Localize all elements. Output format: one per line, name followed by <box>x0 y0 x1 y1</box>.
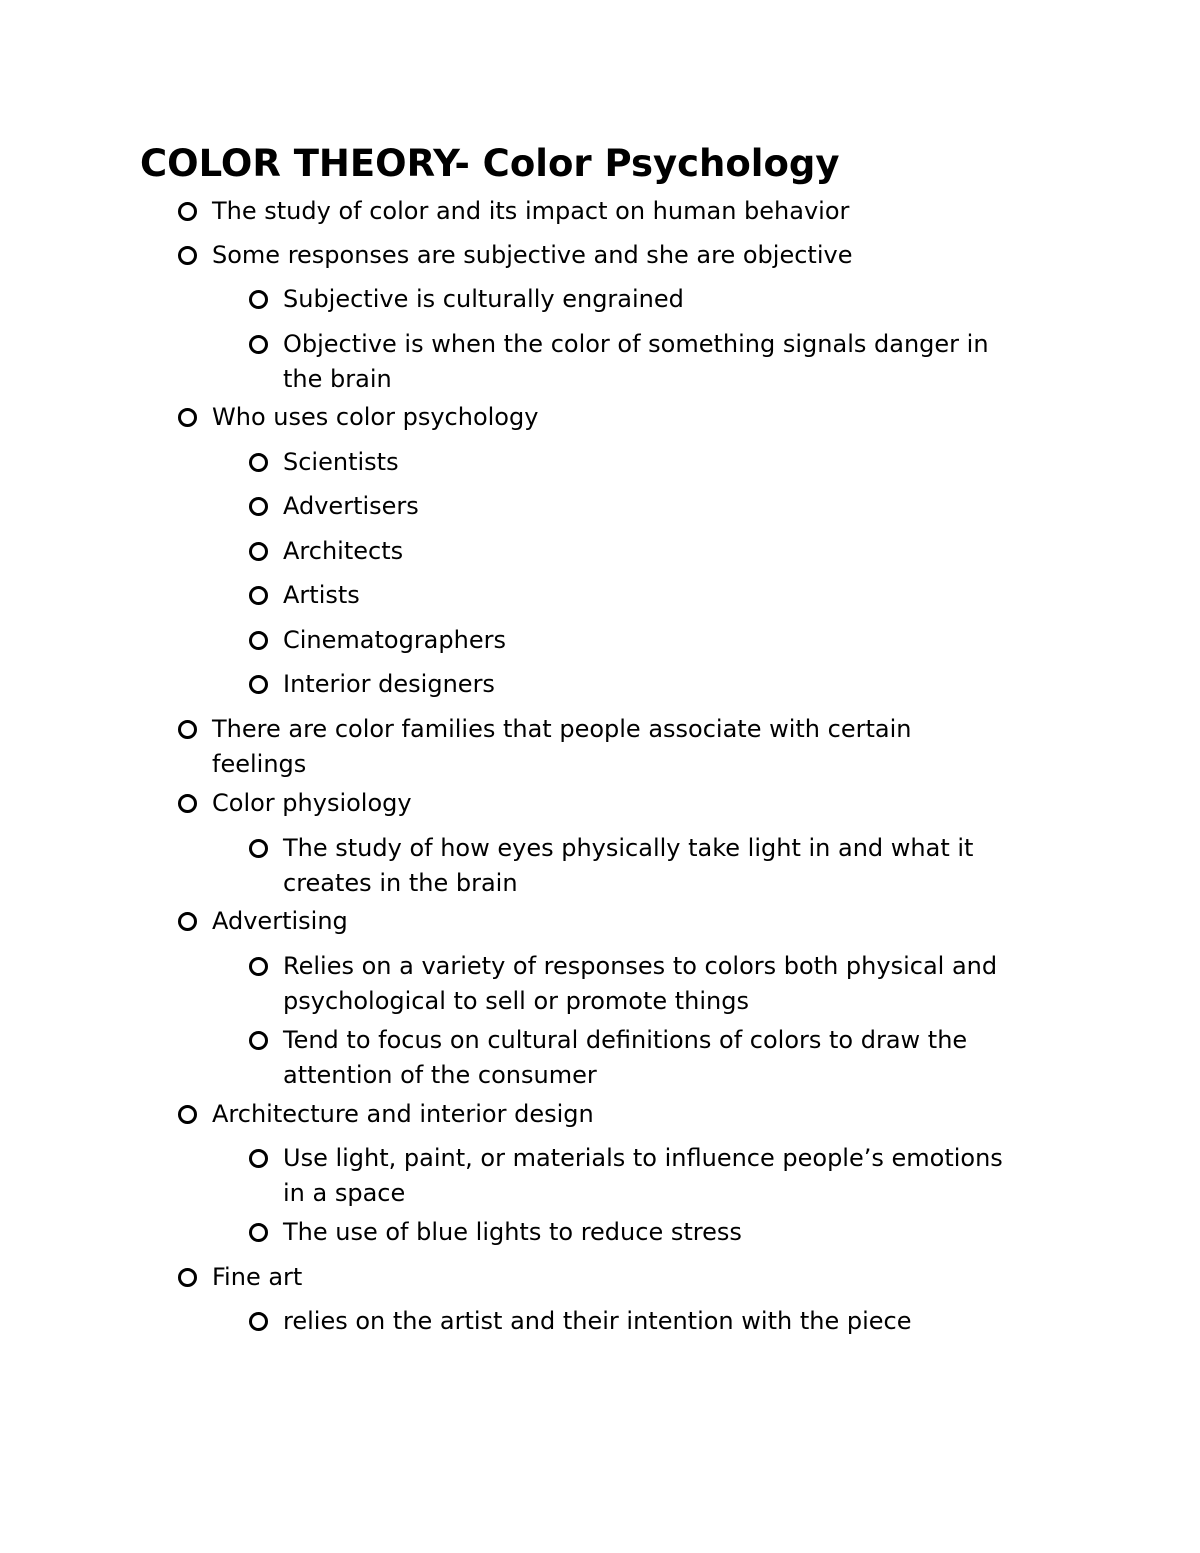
outline-item-text: Architecture and interior design <box>212 1100 594 1128</box>
outline-item <box>212 1260 1072 1295</box>
outline-item <box>212 1097 1072 1132</box>
outline-item-text: There are color families that people associate with certain <box>212 715 912 743</box>
outline-item-text: Interior designers <box>283 670 495 698</box>
outline-item-text: Use light, paint, or materials to influence people’s emotions <box>283 1144 1003 1172</box>
outline-item <box>283 489 1073 524</box>
hollow-circle-bullet-icon <box>178 1268 197 1287</box>
outline-item-text: The study of color and its impact on human behavior <box>212 197 850 225</box>
page-title: COLOR THEORY- Color Psychology <box>140 142 840 185</box>
outline-item <box>283 534 1073 569</box>
hollow-circle-bullet-icon <box>178 202 197 221</box>
hollow-circle-bullet-icon <box>178 246 197 265</box>
outline-item <box>283 623 1073 658</box>
outline-item-text: Artists <box>283 581 360 609</box>
outline-item-text: Cinematographers <box>283 626 506 654</box>
outline-item-text: attention of the consumer <box>283 1061 597 1089</box>
outline-item <box>283 1023 1073 1093</box>
hollow-circle-bullet-icon <box>249 453 268 472</box>
outline-item-text: The use of blue lights to reduce stress <box>283 1218 742 1246</box>
outline-item <box>283 1215 1073 1250</box>
hollow-circle-bullet-icon <box>249 290 268 309</box>
outline-item-text: creates in the brain <box>283 869 518 897</box>
hollow-circle-bullet-icon <box>178 912 197 931</box>
hollow-circle-bullet-icon <box>249 957 268 976</box>
outline-item <box>283 578 1073 613</box>
hollow-circle-bullet-icon <box>249 1031 268 1050</box>
outline-item-text: Relies on a variety of responses to colors both physical and <box>283 952 998 980</box>
outline-item <box>283 445 1073 480</box>
hollow-circle-bullet-icon <box>178 408 197 427</box>
outline-item-text: relies on the artist and their intention with the piece <box>283 1307 912 1335</box>
hollow-circle-bullet-icon <box>249 1149 268 1168</box>
outline-item-text: Scientists <box>283 448 399 476</box>
outline-item-text: feelings <box>212 750 307 778</box>
outline-item-text: in a space <box>283 1179 406 1207</box>
outline-item <box>283 667 1073 702</box>
hollow-circle-bullet-icon <box>249 335 268 354</box>
hollow-circle-bullet-icon <box>249 1223 268 1242</box>
outline-item <box>212 904 1072 939</box>
hollow-circle-bullet-icon <box>178 794 197 813</box>
outline-item <box>212 194 1072 229</box>
outline-item <box>212 786 1072 821</box>
hollow-circle-bullet-icon <box>249 586 268 605</box>
outline-item-text: Architects <box>283 537 404 565</box>
hollow-circle-bullet-icon <box>249 675 268 694</box>
hollow-circle-bullet-icon <box>178 1105 197 1124</box>
outline-item-text: Some responses are subjective and she are objective <box>212 241 853 269</box>
hollow-circle-bullet-icon <box>178 720 197 739</box>
hollow-circle-bullet-icon <box>249 839 268 858</box>
outline-item <box>212 238 1072 273</box>
outline-item-text: Advertising <box>212 907 348 935</box>
outline-item <box>283 1141 1073 1211</box>
outline-item-text: Color physiology <box>212 789 412 817</box>
outline-item <box>283 949 1073 1019</box>
hollow-circle-bullet-icon <box>249 542 268 561</box>
outline-item <box>212 712 1072 782</box>
outline-item-text: Who uses color psychology <box>212 403 539 431</box>
outline-item-text: The study of how eyes physically take light in and what it <box>283 834 974 862</box>
outline-item-text: Fine art <box>212 1263 303 1291</box>
hollow-circle-bullet-icon <box>249 631 268 650</box>
outline-item-text: Advertisers <box>283 492 419 520</box>
outline-item-text: the brain <box>283 365 392 393</box>
outline-item-text: psychological to sell or promote things <box>283 987 749 1015</box>
outline-item-text: Subjective is culturally engrained <box>283 285 684 313</box>
outline-item <box>283 282 1073 317</box>
outline-item-text: Objective is when the color of something signals danger in <box>283 330 989 358</box>
outline-item <box>212 400 1072 435</box>
outline-item <box>283 1304 1073 1339</box>
hollow-circle-bullet-icon <box>249 1312 268 1331</box>
outline-item <box>283 831 1073 901</box>
outline-item-text: Tend to focus on cultural definitions of colors to draw the <box>283 1026 968 1054</box>
hollow-circle-bullet-icon <box>249 497 268 516</box>
outline-item <box>283 327 1073 397</box>
